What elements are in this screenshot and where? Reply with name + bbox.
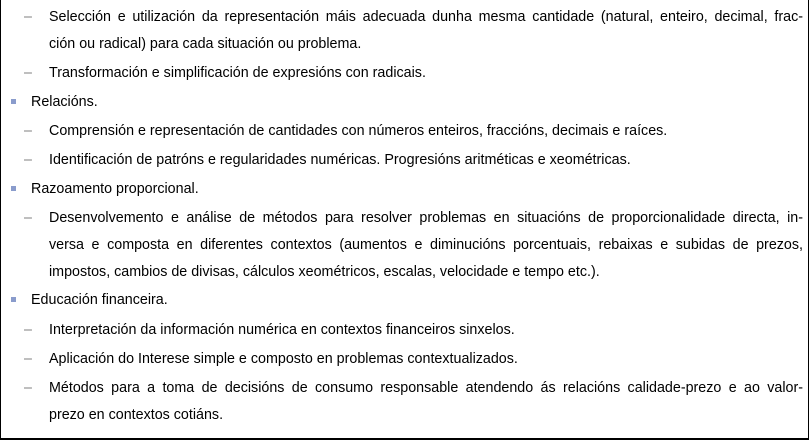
list-item-text: Transformación e simplificación de expresións con radicais. [49,65,426,81]
list-item-text: versa e composta en diferentes contextos (aumentos e diminucións porcentuais, rebaixas e subidas de prezos, [49,237,803,253]
dash-bullet-icon: – [24,123,32,139]
list-item-text: Métodos para a toma de decisións de consumo responsable atendendo ás relacións calidade-prezo e ao valor- [49,380,803,396]
list-item-text: Comprensión e representación de cantidades con números enteiros, fraccións, decimais e raíces. [49,123,668,139]
dash-bullet-icon: – [24,65,32,81]
square-bullet-icon [11,99,16,104]
dash-bullet-icon: – [24,322,32,338]
dash-bullet-icon: – [24,152,32,168]
list-item-text: ción ou radical) para cada situación ou problema. [49,36,362,52]
list-item-text: Interpretación da información numérica en contextos financeiros sinxelos. [49,322,515,338]
dash-bullet-icon: – [24,9,32,25]
dash-bullet-icon: – [24,351,32,367]
section-heading-text: Educación financeira. [31,292,168,308]
list-item-text: impostos, cambios de divisas, cálculos xeométricos, escalas, velocidade e tempo etc.). [49,264,600,280]
dash-bullet-icon: – [24,210,32,226]
list-item-text: Identificación de patróns e regularidades numéricas. Progresións aritméticas e xeométricas. [49,152,631,168]
dash-bullet-icon: – [24,380,32,396]
list-item-text: Desenvolvemento e análise de métodos para resolver problemas en situacións de proporcionalidade directa, in- [49,210,803,226]
section-heading-text: Razoamento proporcional. [31,181,199,197]
list-item-text: prezo en contextos cotiáns. [49,407,224,423]
section-heading-text: Relacións. [31,94,98,110]
list-item-text: Selección e utilización da representación máis adecuada dunha mesma cantidade (natural, enteiro, decimal, frac- [49,9,803,25]
list-item-text: Aplicación do Interese simple e composto en problemas contextualizados. [49,351,518,367]
square-bullet-icon [11,186,16,191]
square-bullet-icon [11,297,16,302]
